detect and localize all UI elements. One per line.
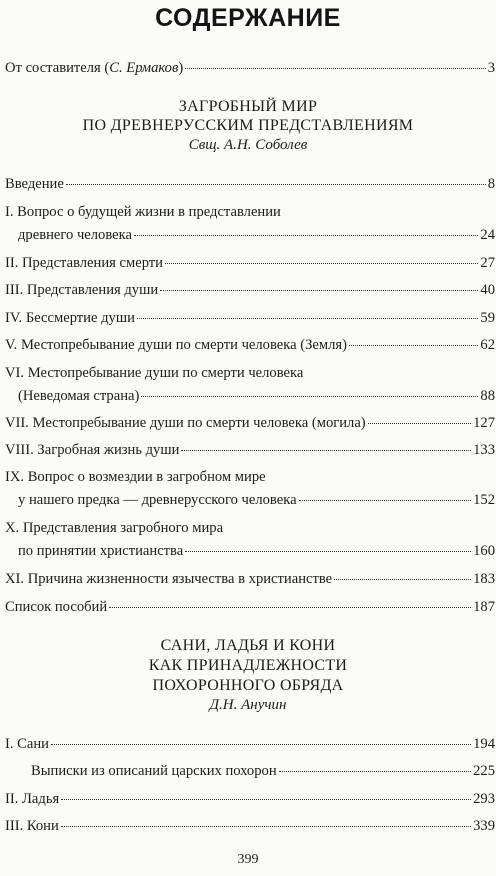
entry-text-line1: IX. Вопрос о возмездии в загробном мире xyxy=(5,469,266,485)
dot-leader xyxy=(66,184,486,185)
entry-page: 187 xyxy=(473,599,495,615)
entry-page: 3 xyxy=(487,60,495,76)
dot-leader xyxy=(109,607,471,608)
dot-leader xyxy=(185,551,471,552)
entry-text: Введение xyxy=(5,176,64,192)
toc-entry xyxy=(5,519,495,560)
entry-page: 24 xyxy=(480,227,495,243)
toc-entry xyxy=(5,254,495,272)
toc-entry xyxy=(5,762,495,780)
toc-entry xyxy=(5,281,495,299)
entry-page: 194 xyxy=(473,736,495,752)
entry-page: 8 xyxy=(487,176,495,192)
entry-text: От составителя ( xyxy=(5,60,110,76)
dot-leader xyxy=(137,318,479,319)
entry-page: 133 xyxy=(473,442,495,458)
toc-entry xyxy=(5,336,495,354)
toc-entry xyxy=(5,570,495,588)
section-heading: ПО ДРЕВНЕРУССКИМ ПРЕДСТАВЛЕНИЯМ xyxy=(82,117,414,134)
entry-text: у нашего предка — древнерусского человека xyxy=(18,492,297,508)
toc-entry xyxy=(5,441,495,459)
toc-entry xyxy=(5,468,495,509)
entry-page: 160 xyxy=(473,543,495,559)
dot-leader xyxy=(279,771,471,772)
entry-text: I. Сани xyxy=(5,736,49,752)
toc-entry xyxy=(5,817,495,835)
dot-leader xyxy=(160,290,478,291)
section-heading: ПОХОРОННОГО ОБРЯДА xyxy=(152,677,344,694)
entry-text: III. Представления души xyxy=(5,282,159,298)
entry-page: 127 xyxy=(473,415,495,431)
entry-page: 40 xyxy=(480,282,495,298)
entry-author: С. Ермаков xyxy=(109,60,179,76)
entry-text-line1: I. Вопрос о будущей жизни в представлении xyxy=(5,204,281,220)
entry-text-end: ) xyxy=(178,60,184,76)
entry-page: 339 xyxy=(473,818,495,834)
entry-text: II. Ладья xyxy=(5,791,60,807)
entry-page: 225 xyxy=(473,763,495,779)
toc-entry xyxy=(5,364,495,405)
toc-entry xyxy=(5,414,495,432)
section-heading: САНИ, ЛАДЬЯ И КОНИ xyxy=(160,637,336,654)
dot-leader xyxy=(334,579,471,580)
dot-leader xyxy=(165,263,478,264)
page-title: СОДЕРЖАНИЕ xyxy=(155,4,341,32)
entry-page: 293 xyxy=(473,791,495,807)
entry-page: 88 xyxy=(480,388,495,404)
entry-page: 152 xyxy=(473,492,495,508)
entry-text: Выписки из описаний царских похорон xyxy=(31,763,277,779)
entry-text: IV. Бессмертие души xyxy=(5,310,135,326)
toc-entry xyxy=(5,175,495,193)
dot-leader xyxy=(299,500,472,501)
dot-leader xyxy=(185,68,486,69)
toc-entry xyxy=(5,790,495,808)
dot-leader xyxy=(349,345,478,346)
entry-text-line1: X. Представления загробного мира xyxy=(5,520,224,536)
entry-page: 27 xyxy=(480,255,495,271)
dot-leader xyxy=(61,799,471,800)
entry-text: Список пособий xyxy=(5,599,108,615)
entry-text: VII. Местопребывание души по смерти человека (могила) xyxy=(5,415,366,431)
entry-page: 62 xyxy=(480,337,495,353)
toc-entry xyxy=(5,309,495,327)
entry-text: по принятии христианства xyxy=(18,543,184,559)
dot-leader xyxy=(134,235,478,236)
entry-text: II. Представления смерти xyxy=(5,255,163,271)
section-heading: КАК ПРИНАДЛЕЖНОСТИ xyxy=(148,657,348,674)
entry-text: V. Местопребывание души по смерти человека (Земля) xyxy=(5,337,347,353)
section-author: Свщ. А.Н. Соболев xyxy=(188,137,308,153)
entry-page: 59 xyxy=(480,310,495,326)
toc-entry xyxy=(5,203,495,244)
entry-text: (Неведомая страна) xyxy=(18,388,140,404)
dot-leader xyxy=(181,450,471,451)
section-heading: ЗАГРОБНЫЙ МИР xyxy=(178,98,318,115)
page-number: 399 xyxy=(237,852,259,867)
entry-page: 183 xyxy=(473,571,495,587)
entry-text: VIII. Загробная жизнь души xyxy=(5,442,180,458)
dot-leader xyxy=(141,396,478,397)
toc-entry xyxy=(5,735,495,753)
dot-leader xyxy=(51,744,471,745)
entry-text-line1: VI. Местопребывание души по смерти человека xyxy=(5,365,304,381)
entry-text: XI. Причина жизненности язычества в христианстве xyxy=(5,571,333,587)
dot-leader xyxy=(368,423,471,424)
toc-entry-intro xyxy=(5,59,495,77)
toc-entry xyxy=(5,598,495,616)
section-author: Д.Н. Анучин xyxy=(209,697,287,713)
entry-text: III. Кони xyxy=(5,818,59,834)
dot-leader xyxy=(61,826,471,827)
entry-text: древнего человека xyxy=(18,227,132,243)
